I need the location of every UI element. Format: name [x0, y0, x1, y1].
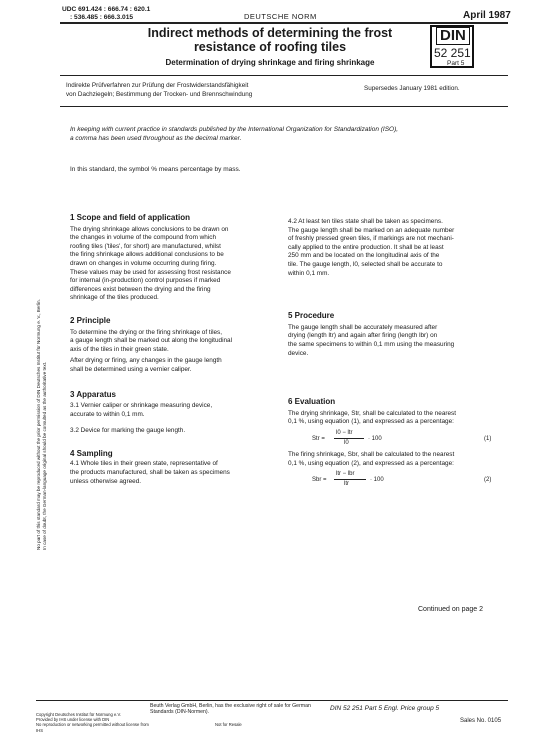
s4-2-line: of freshly pressed green tiles, if markings are not mechani-: [288, 235, 454, 243]
section-6-heading: 6 Evaluation: [288, 397, 336, 407]
left-column: [70, 214, 276, 486]
copyright-line: Provided by IHS under license with DIN: [36, 717, 110, 723]
s6-line: 0,1 %, using equation (1), and expressed as a percentage:: [288, 418, 454, 426]
s4-1-line: unless otherwise agreed.: [70, 477, 142, 485]
s4-2-line: 250 mm and be located on the longitudinal axis of the: [288, 252, 440, 260]
s4-2-line: 4.2 At least ten tiles state shall be taken as specimens.: [288, 218, 443, 225]
s1-line: drawn on changes in volume occurring during firing.: [70, 259, 217, 267]
din-number: 52 251: [434, 46, 471, 60]
supersedes-note: Supersedes January 1981 edition.: [364, 85, 460, 92]
s1-line: shrinkage of the tiles produced.: [70, 294, 159, 302]
eq2-denominator: ltr: [344, 481, 349, 488]
s4-2-line: The gauge length shall be marked on an adequate number: [288, 226, 455, 234]
title-line-1: Indirect methods of determining the frost: [147, 26, 393, 40]
title-line-2: resistance of roofing tiles: [193, 40, 347, 54]
din-logo: DIN: [436, 27, 470, 45]
section-2-heading: 2 Principle: [70, 315, 111, 325]
publisher-note: Beuth Verlag GmbH, Berlin, has the exclusive right of sale for German Standards (DIN-Normen).: [150, 703, 311, 715]
continued-note: Continued on page 2: [418, 606, 483, 613]
document-subtitle: Determination of drying shrinkage and firing shrinkage: [165, 58, 375, 67]
s1-line: the firing shrinkage allows additional conclusions to be: [70, 251, 224, 259]
s4-1-line: 4.1 Whole tiles in their green state, representative of: [70, 460, 218, 468]
section-1-body: [70, 226, 276, 303]
intro-line-2: a comma has been used throughout as the decimal marker.: [70, 135, 242, 142]
s6-line: The drying shrinkage, Str, shall be calculated to the nearest: [288, 409, 457, 417]
s3-1-line: accurate to within 0,1 mm.: [70, 410, 145, 418]
eq1-number: (1): [484, 435, 492, 442]
s3-2-line: 3.2 Device for marking the gauge length.: [70, 427, 186, 435]
intro-note: [70, 125, 500, 143]
copyright-line: No reproduction or networking permitted without license from IHS: [36, 722, 149, 733]
sidebar-line-1: No part of this standard may be reproduced without the prior permission of DIN Deutsches Institut für Normung e. V., Berlin.: [36, 299, 41, 550]
footer-rule: [36, 700, 508, 701]
s2-line: After drying or firing, any changes in the gauge length: [70, 357, 222, 365]
s2-line: shall be determined using a vernier caliper.: [70, 365, 192, 373]
symbol-note: In this standard, the symbol % means percentage by mass.: [70, 166, 241, 173]
section-3-heading: 3 Apparatus: [70, 389, 116, 399]
eq2-lhs: Sbr =: [312, 477, 327, 484]
s2-line: a gauge length shall be marked out along the longitudinal: [70, 337, 233, 345]
eq1-fraction-bar: [334, 438, 364, 439]
s2-line: To determine the drying or the firing shrinkage of tiles,: [70, 328, 223, 336]
eq2-fraction-bar: [334, 479, 366, 480]
section-5-heading: 5 Procedure: [288, 311, 335, 321]
s1-line: These values may be used for assessing frost resistance: [70, 268, 231, 276]
header-rule: [60, 22, 508, 24]
s5-line: The gauge length shall be accurately measured after: [288, 323, 438, 331]
s6-line: The firing shrinkage, Sbr, shall be calculated to the nearest: [288, 450, 455, 458]
document-title: [120, 26, 420, 54]
s5-line: the same specimens to within 0,1 mm using the measuring: [288, 340, 455, 348]
sidebar-line-2: In case of doubt, the German-language original should be consulted as the authoritative text.: [41, 361, 47, 550]
eq2-numerator: ltr − lbr: [336, 471, 355, 478]
s1-line: differences exist between the drying and the firing: [70, 285, 211, 293]
s6-line: 0,1 %, using equation (2), and expressed as a percentage:: [288, 459, 454, 467]
german-title: [66, 82, 346, 99]
udc-line-2: : 536.485 : 666.3.015: [70, 14, 134, 21]
copyright-line: Copyright Deutsches Institut für Normung e.V.: [36, 712, 122, 717]
copyright-sidebar: [36, 190, 52, 550]
right-column: [288, 218, 500, 492]
eq2-number: (2): [484, 477, 492, 484]
eq1-lhs: Str =: [312, 435, 325, 442]
s4-1-line: the products manufactured, shall be taken as specimens: [70, 469, 230, 477]
s2-line: axis of the tiles in their green state.: [70, 345, 169, 353]
din-part: Part 5: [447, 60, 465, 67]
german-title-line-2: von Dachziegeln; Bestimmung der Trocken- und Brennschwindung: [66, 90, 253, 98]
s3-1-line: 3.1 Vernier caliper or shrinkage measuring device,: [70, 402, 213, 410]
s4-2-line: within 0,1 mm.: [288, 269, 330, 277]
udc-line-1: UDC 691.424 : 666.74 : 620.1: [62, 6, 151, 13]
copyright-note: [36, 712, 156, 733]
s1-line: the changes in volume of the compound from which: [70, 234, 217, 242]
section-1-heading: 1 Scope and field of application: [70, 213, 191, 222]
s1-line: The drying shrinkage allows conclusions to be drawn on: [70, 225, 229, 233]
sales-number: Sales No. 0105: [460, 718, 502, 724]
german-rule: [60, 106, 508, 107]
issue-date: April 1987: [463, 10, 511, 21]
eq1-multiplier: · 100: [368, 435, 382, 442]
eq1-numerator: l0 − ltr: [336, 429, 353, 436]
equation-1: [288, 429, 500, 451]
eq1-denominator: l0: [344, 439, 349, 446]
s5-line: drying (length ltr) and again after firing (length lbr) on: [288, 332, 438, 340]
eq2-multiplier: · 100: [370, 477, 384, 484]
section-4-heading: 4 Sampling: [70, 448, 113, 458]
intro-line-1: In keeping with current practice in standards published by the International Organization for Standardization (ISO),: [70, 126, 399, 133]
s1-line: roofing tiles ('tiles', for short) are manufactured, whilst: [70, 242, 221, 250]
price-group-note: DIN 52 251 Part 5 Engl. Price group 5: [330, 705, 440, 712]
s4-2-line: tile. The gauge length, l0, selected shall be accurate to: [288, 260, 443, 268]
s4-2-line: cally applied to the entire production. It shall be at least: [288, 243, 444, 251]
udc-code: [62, 6, 150, 22]
not-for-resale: Not for Resale: [215, 722, 242, 727]
standard-label: DEUTSCHE NORM: [244, 12, 317, 21]
s5-line: device.: [288, 349, 309, 357]
title-rule: [60, 75, 508, 76]
german-title-line-1: Indirekte Prüfverfahren zur Prüfung der Frostwiderstandsfähigkeit: [66, 82, 249, 89]
equation-2: [288, 470, 500, 492]
s1-line: for internal (in-production) control purposes if marked: [70, 277, 221, 285]
